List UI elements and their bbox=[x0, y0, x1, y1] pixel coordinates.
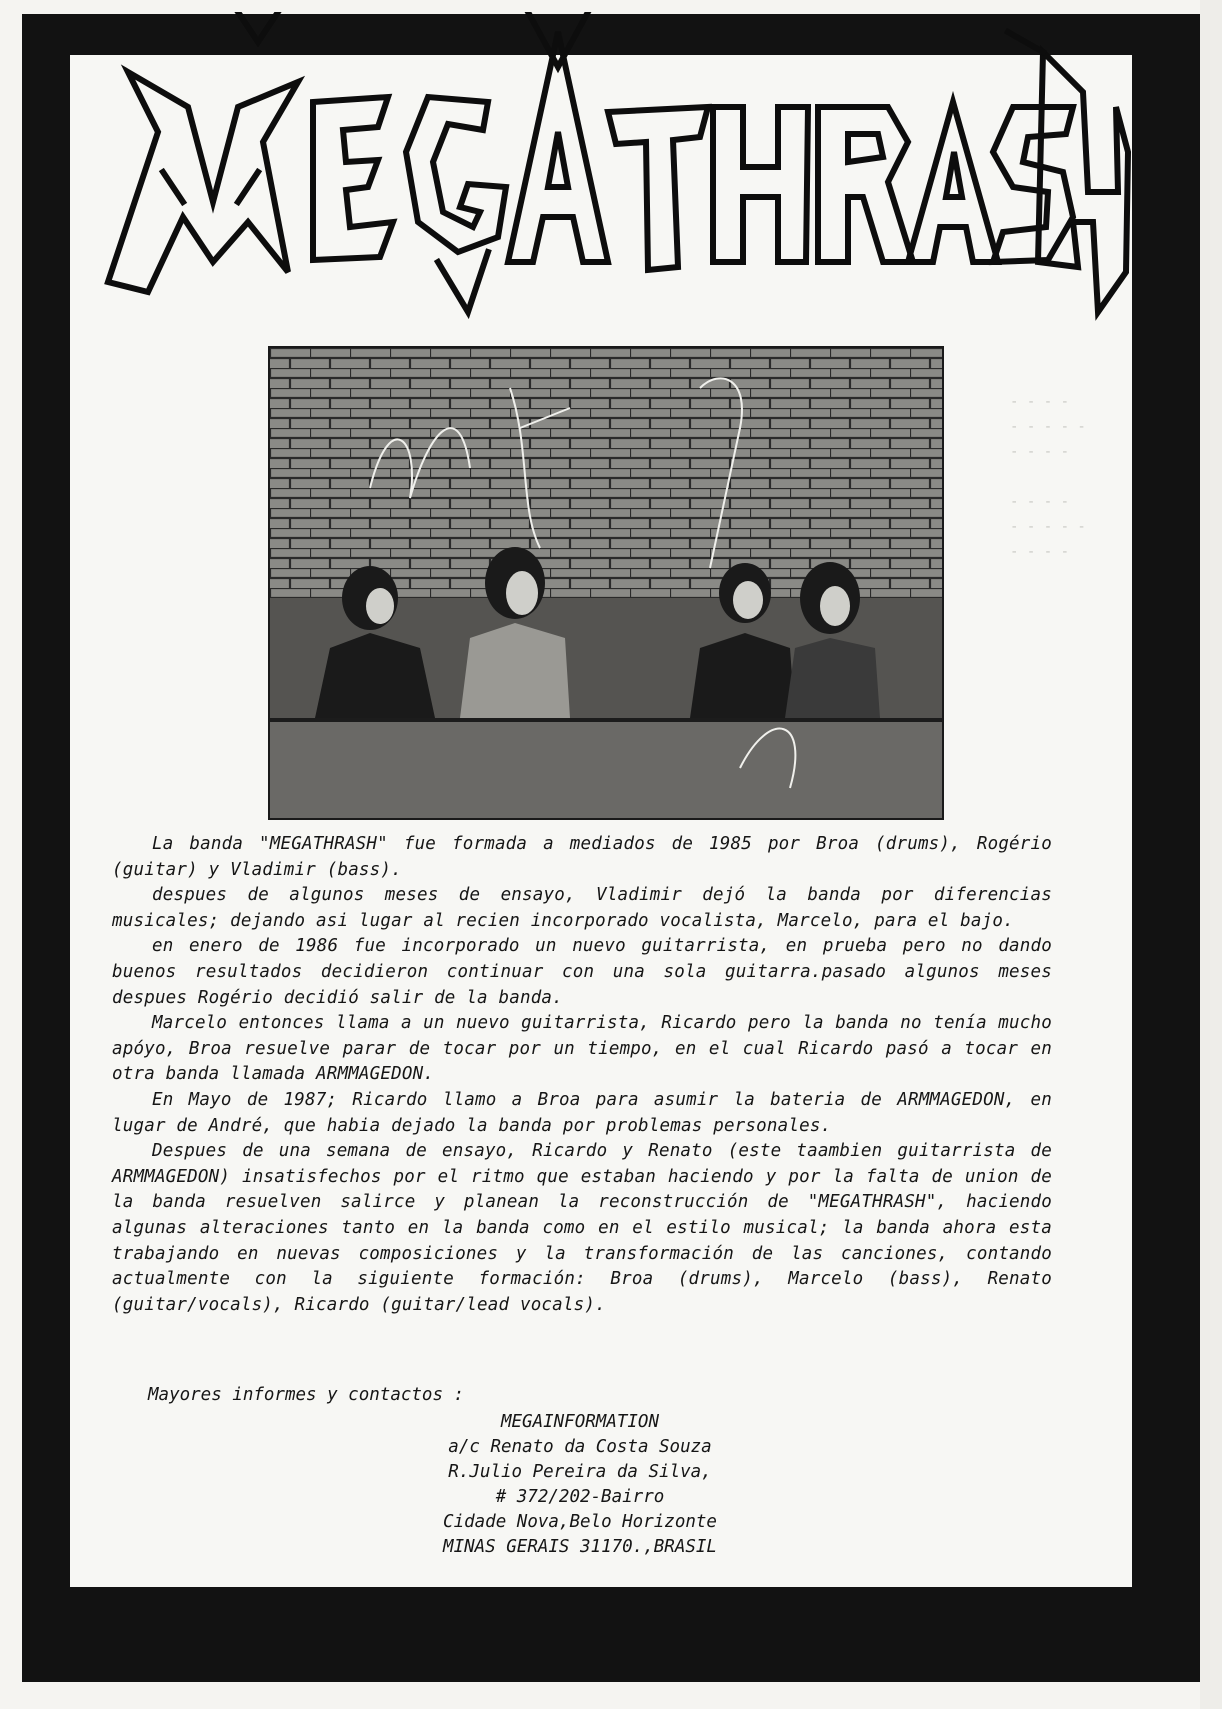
paragraph: en enero de 1986 fue incorporado un nuevo guitarrista, en prueba pero no dando buenos resultados decidieron continuar con una sola guitarra.pasado algunos meses despues Rogério decidió salir de la banda. bbox=[112, 936, 1052, 1008]
paragraph: despues de algunos meses de ensayo, Vladimir dejó la banda por diferencias musicales; dejando asi lugar al recien incorporado vocalista, Marcelo, para el bajo. bbox=[112, 885, 1052, 931]
contact-intro: Mayores informes y contactos : bbox=[148, 1385, 465, 1405]
paragraph: En Mayo de 1987; Ricardo llamo a Broa para asumir la bateria de ARMMAGEDON, en lugar de André, que habia dejado la banda por problemas personales. bbox=[112, 1089, 1052, 1136]
page-edge bbox=[1200, 0, 1222, 1709]
band-logo bbox=[88, 12, 1133, 330]
article-body bbox=[112, 832, 1052, 1318]
brick-wall bbox=[270, 348, 942, 598]
address-line: # 372/202-Bairro bbox=[495, 1487, 665, 1507]
address-line: MEGAINFORMATION bbox=[500, 1412, 660, 1432]
address-line: MINAS GERAIS 31170.,BRASIL bbox=[443, 1537, 717, 1557]
address-line: a/c Renato da Costa Souza bbox=[448, 1437, 712, 1457]
contact-address bbox=[300, 1410, 860, 1560]
address-line: Cidade Nova,Belo Horizonte bbox=[443, 1512, 717, 1532]
paragraph: Marcelo entonces llama a un nuevo guitarrista, Ricardo pero la banda no tenía mucho apóyo, Broa resuelve parar de tocar por un tiempo, en el cual Ricardo pasó a tocar en otra banda llamada ARMMAGEDON. bbox=[112, 1013, 1052, 1085]
band-photo bbox=[268, 346, 944, 820]
paragraph: La banda "MEGATHRASH" fue formada a mediados de 1985 por Broa (drums), Rogério (guitar) y Vladimir (bass). bbox=[112, 834, 1052, 880]
bleed-through-text: - - - - - - - - - - - - - - - - - - - - - - - - - - bbox=[1010, 394, 1086, 560]
paragraph: Despues de una semana de ensayo, Ricardo y Renato (este taambien guitarrista de ARMMAGEDON) insatisfechos por el ritmo que estaban haciendo y por la falta de union de la banda resuelven salirce y planean la reconstrucción de "MEGATHRASH", haciendo algunas alteraciones tanto en la banda como en el estilo musical; la banda ahora esta trabajando en nuevas composiciones y la transformación de las canciones, contando actualmente con la siguiente formación: Broa (drums), Marcelo (bass), Renato (guitar/vocals), Ricardo (guitar/lead vocals). bbox=[112, 1141, 1052, 1315]
address-line: R.Julio Pereira da Silva, bbox=[448, 1462, 712, 1482]
